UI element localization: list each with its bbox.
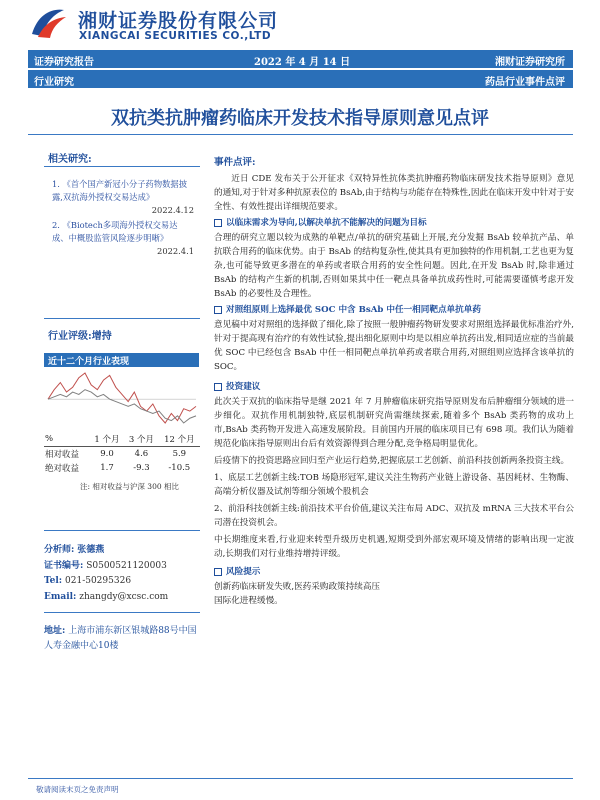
industry-rating: 行业评级:增持	[48, 331, 112, 342]
square-bullet-icon	[214, 306, 222, 314]
section-title: 以临床需求为导向,以解决单抗不能解决的问题为目标	[226, 218, 427, 228]
table-row-label: 绝对收益	[45, 464, 80, 474]
company-name-cn: 湘财证券股份有限公司	[78, 10, 279, 32]
section-heading	[214, 216, 574, 230]
invest-paragraph: 2、前沿科技创新主线:前沿技术平台价值,建议关注布局 ADC、双抗及 mRNA 三大技术平台公司潜在投资机会。	[214, 504, 574, 528]
risk-paragraph: 国际化进程缓慢。	[214, 596, 283, 606]
cert-number: S0500521120003	[86, 560, 167, 571]
table-cell: -9.3	[133, 463, 150, 473]
table-header-cell: 12 个月	[159, 432, 200, 447]
table-row-label: 相对收益	[45, 450, 80, 460]
table-header-cell: %	[44, 432, 90, 447]
related-research-list	[52, 178, 194, 260]
email-link[interactable]: zhangdy@xcsc.com	[79, 591, 169, 602]
industry-performance-chart	[44, 369, 200, 427]
institute-name: 湘财证券研究所	[495, 57, 565, 68]
section-heading	[214, 565, 574, 579]
cert-label: 证书编号:	[44, 560, 84, 571]
disclaimer-note[interactable]: 敬请阅读末页之免责声明	[36, 785, 119, 794]
related-divider	[44, 166, 200, 167]
address-divider	[44, 612, 200, 613]
company-name-en: XIANGCAI SECURITIES CO.,LTD	[79, 30, 272, 42]
page-title: 双抗类抗肿瘤药临床开发技术指导原则意见点评	[111, 108, 489, 129]
analyst-label: 分析师:	[44, 545, 75, 555]
section-paragraph: 合理的研究立题以较为成熟的单靶点/单抗的研究基础上开展,充分发掘 BsAb 较单抗产品、单抗联合用药的临床优势。由于 BsAb 的结构复杂性,使其具有更加独特的作用机制,工艺也更为复杂,也可能导致更多潜在的单药或者联合用药的安全性问题。因此,在开发 BsAb 时,除非通过 BsAb 的结构产生新的机制,否则如果其中任一靶点具备单抗成药性时,可能需要谨慎考虑开发 BsAb 的必要性及合理性。	[214, 233, 574, 299]
chart-series-group	[48, 373, 196, 423]
report-type: 证券研究报告	[34, 57, 94, 68]
table-cell: 9.0	[100, 449, 114, 459]
address-label: 地址:	[44, 626, 66, 636]
related-item-text: 1. 《首个国产新冠小分子药物数据披露,双抗海外授权交易达成》	[52, 179, 188, 202]
table-cell: 5.9	[172, 449, 187, 459]
tel-number: 021-50295326	[65, 576, 132, 586]
table-row	[44, 447, 200, 462]
performance-table	[44, 432, 200, 475]
tel-label: Tel:	[44, 576, 63, 586]
table-cell: 1.7	[100, 463, 114, 473]
square-bullet-icon	[214, 568, 222, 576]
report-date: 2022 年 4 月 14 日	[254, 57, 351, 68]
invest-paragraph: 后疫情下的投资思路应回归至产业运行趋势,把握底层工艺创新、前沿科技创新两条投资主线。	[214, 456, 570, 466]
report-subcategory: 药品行业事件点评	[485, 77, 565, 88]
invest-paragraph: 此次关于双抗的临床指导是继 2021 年 7 月肿瘤临床研究指导原则发布后肿瘤细分领域的进一步细化。双抗作用机制独特,底层机制研究尚需继续探索,随着多个 BsAb 类药物的成功上市,BsAb 类药物开发进入高速发展阶段。目前国内开展的临床项目已有 698 项。我们认为随着规范化临床指导原则出台后有效资源得到合理分配,竞争格局明显优化。	[214, 397, 574, 449]
table-header-cell: 3 个月	[124, 432, 158, 447]
address-value: 上海市浦东新区银城路88号中国人寿金融中心10楼	[44, 626, 197, 651]
chart-title: 近十二个月行业表现	[48, 357, 130, 367]
chart-title-bar	[44, 353, 199, 367]
risk-paragraph: 创新药临床研发失败,医药采购政策持续高压	[214, 582, 381, 592]
event-paragraph: 近日 CDE 发布关于公开征求《双特异性抗体类抗肿瘤药物临床研发技术指导原则》意见的通知,对于针对多种抗原表位的 BsAb,由于结构与功能存在特殊性,因此在临床开发中针对于安全性、有效性提出详细规范要求。	[214, 174, 574, 212]
invest-paragraph: 中长期维度来看,行业迎来转型升级历史机遇,短期受到外部宏观环境及情绪的影响出现一定波动,长期我们对行业维持增持评级。	[214, 535, 574, 559]
section-title: 风险提示	[226, 567, 261, 577]
table-cell: 4.6	[134, 449, 149, 459]
section-title: 投资建议	[226, 382, 261, 392]
table-header-cell: 1 个月	[90, 432, 124, 447]
chart-series-line-1	[48, 373, 196, 423]
related-item[interactable]	[52, 219, 194, 258]
rating-divider	[44, 318, 200, 319]
header-bar-top	[28, 50, 573, 68]
section-heading	[214, 303, 574, 317]
table-header-row	[44, 432, 200, 447]
related-item[interactable]	[52, 178, 194, 217]
email-label: Email:	[44, 591, 77, 602]
square-bullet-icon	[214, 383, 222, 391]
square-bullet-icon	[214, 219, 222, 227]
related-item-date: 2022.4.12	[151, 205, 194, 215]
event-heading: 事件点评:	[214, 157, 256, 168]
header-bar-bottom	[28, 70, 573, 88]
main-content	[214, 152, 574, 608]
analyst-name: 张德燕	[77, 545, 105, 555]
related-item-text: 2. 《Biotech多项海外授权交易达成、中概股监管风险逐步明晰》	[52, 220, 178, 243]
section-paragraph: 意见稿中对对照组的选择做了细化,除了按照一般肿瘤药物研发要求对照组选择最优标准治疗外,针对于提高现有治疗的有效性试验,提出细化原则中均是以相应单抗药出发,相同适应症的当前最优 SOC 中已经包含 BsAb 中任一相同靶点单抗单药或者联合用药,对照组则应选择含该单抗的 SOC。	[214, 320, 574, 372]
section-heading	[214, 380, 574, 394]
invest-paragraph: 1、底层工艺创新主线:TOB 场隐形冠军,建议关注生物药产业链上游设备、基因耗材、生物酶、高端分析仪器及试剂等细分领域个股机会	[214, 473, 574, 497]
report-category: 行业研究	[34, 77, 74, 88]
section-title: 对照组原则上选择最优 SOC 中含 BsAb 中任一相同靶点单抗单药	[226, 305, 481, 315]
analyst-divider	[44, 530, 200, 531]
table-row	[44, 461, 200, 475]
related-item-date: 2022.4.1	[157, 246, 194, 256]
related-research-heading: 相关研究:	[48, 154, 92, 165]
table-cell: -10.5	[168, 463, 191, 473]
company-logo-icon	[28, 6, 68, 40]
title-divider	[28, 134, 573, 135]
address-block	[44, 624, 204, 654]
performance-note: 注: 相对收益与沪深 300 相比	[80, 482, 179, 491]
footer-divider	[28, 778, 573, 779]
analyst-block	[44, 543, 204, 605]
